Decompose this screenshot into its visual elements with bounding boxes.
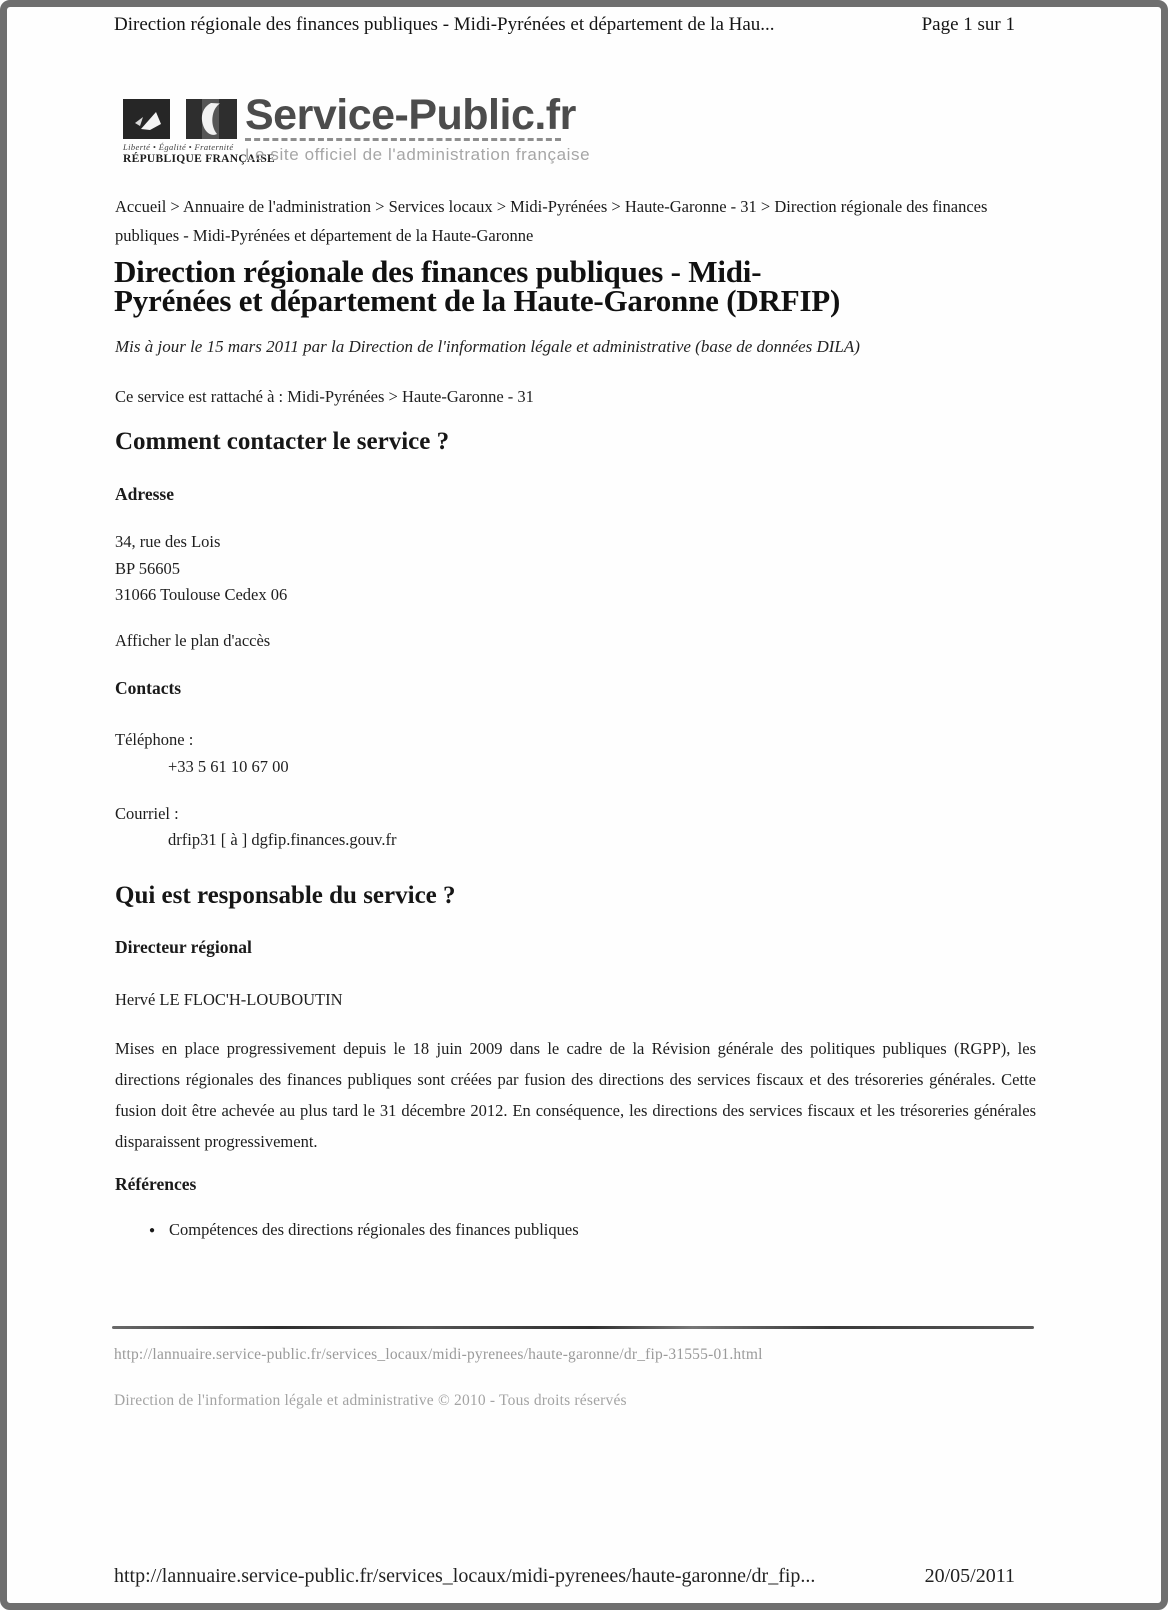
address-block: [115, 529, 287, 609]
site-name: Service-Public.fr: [245, 91, 576, 139]
copyright-notice: Direction de l'information légale et administrative © 2010 - Tous droits réservés: [114, 1392, 627, 1409]
site-brand: [245, 93, 590, 165]
phone-number: +33 5 61 10 67 00: [168, 757, 289, 776]
rgpp-description: Mises en place progressivement depuis le 18 juin 2009 dans le cadre de la Révision générale des politiques publiques (RGPP), les directions régionales des finances publiques sont créées par fusion des directions des services fiscaux et des trésoreries générales. Cette fusion doit être achevée au plus tard le 31 décembre 2012. En conséquence, les directions des services fiscaux et les trésoreries générales disparaissent progressivement.: [115, 1039, 1036, 1151]
marianne-logo: [123, 99, 276, 165]
subheading-directeur-regional: Directeur régional: [115, 937, 252, 957]
footer-divider: [112, 1326, 1034, 1329]
email-address: drfip31 [ à ] dgfip.finances.gouv.fr: [168, 830, 397, 849]
updated-notice: Mis à jour le 15 mars 2011 par la Direction de l'information légale et administrative (base de données DILA): [115, 337, 860, 356]
map-access-link: Afficher le plan d'accès: [115, 631, 271, 650]
print-footer-date: 20/05/2011: [924, 1565, 1015, 1587]
marianne-logo-icon: [123, 99, 241, 139]
section-heading-responsible: Qui est responsable du service ?: [115, 882, 456, 909]
breadcrumb: Accueil > Annuaire de l'administration > Services locaux > Midi-Pyrénées > Haute-Garonne - 31 > Direction régionale des finances publiques - Midi-Pyrénées et département de la Haute-Garonne: [115, 197, 988, 245]
address-line: 31066 Toulouse Cedex 06: [115, 585, 288, 604]
reference-item: ● Compétences des directions régionales des finances publiques: [149, 1216, 1009, 1243]
references-list: [149, 1216, 1009, 1243]
section-heading-contact: Comment contacter le service ?: [115, 428, 450, 455]
address-line: BP 56605: [115, 558, 180, 578]
attachment-line: Ce service est rattaché à : Midi-Pyrénées > Haute-Garonne - 31: [115, 387, 534, 406]
print-header-title: Direction régionale des finances publiques - Midi-Pyrénées et département de la Hau...: [114, 14, 775, 35]
source-url: http://lannuaire.service-public.fr/services_locaux/midi-pyrenees/haute-garonne/dr_fip-31555-01.html: [114, 1346, 763, 1363]
subheading-adresse: Adresse: [115, 484, 174, 504]
print-header: [114, 13, 1015, 37]
subheading-contacts: Contacts: [115, 678, 182, 698]
address-line: 34, rue des Lois: [115, 532, 221, 551]
director-name: Hervé LE FLOC'H-LOUBOUTIN: [115, 990, 343, 1009]
print-footer: [114, 1563, 1015, 1589]
marianne-motto: Liberté • Égalité • Fraternité: [123, 142, 234, 152]
phone-label: Téléphone :: [115, 730, 194, 749]
page-title-line-2: Pyrénées et département de la Haute-Garonne (DRFIP): [114, 283, 841, 318]
republique-francaise-label: RÉPUBLIQUE FRANÇAISE: [123, 153, 276, 165]
email-label: Courriel :: [115, 804, 179, 823]
page-title: [114, 254, 1064, 318]
print-footer-url: http://lannuaire.service-public.fr/services_locaux/midi-pyrenees/haute-garonne/dr_fip...: [114, 1565, 816, 1587]
site-tagline: Le site officiel de l'administration française: [245, 145, 591, 164]
subheading-references: Références: [115, 1174, 197, 1194]
page-title-line-1: Direction régionale des finances publiques - Midi-: [114, 254, 762, 289]
print-header-page-count: Page 1 sur 1: [921, 14, 1015, 35]
